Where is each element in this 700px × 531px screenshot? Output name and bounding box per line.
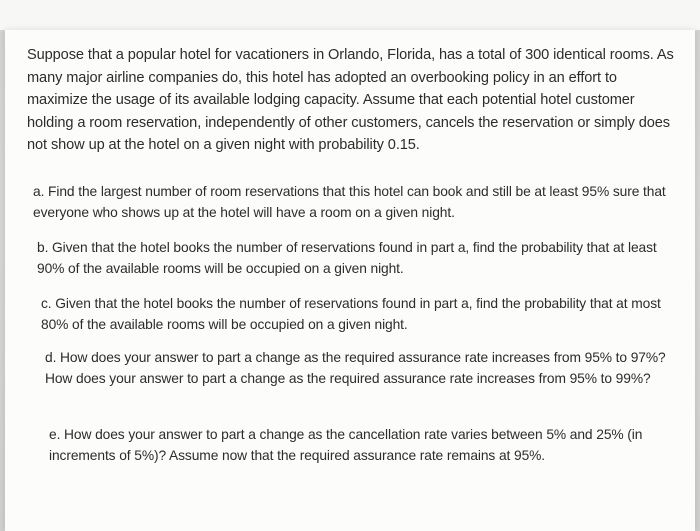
part-c: c. Given that the hotel books the number of reservations found in part a, find the probability that at most 80% of the available rooms will be occupied on a given night.	[41, 296, 661, 332]
problem-intro: Suppose that a popular hotel for vacationers in Orlando, Florida, has a total of 300 identical rooms. As many major airline companies do, this hotel has adopted an overbooking policy in an effort to maximize the usage of its available lodging capacity. Assume that each potential hotel customer holding a room reservation, independently of other customers, cancels the reservation or simply does not show up at the hotel on a given night with probability 0.15.	[27, 47, 674, 154]
background-strip	[0, 0, 700, 30]
part-e: e. How does your answer to part a change as the cancellation rate varies between 5% and 25% (in increments of 5%)? Assume now that the required assurance rate remains at 95%.	[49, 427, 643, 463]
part-d: d. How does your answer to part a change as the required assurance rate increases from 95% to 97%? How does your answer to part a change as the required assurance rate increases from 95% to 99%?	[45, 350, 666, 386]
part-b: b. Given that the hotel books the number of reservations found in part a, find the probability that at least 90% of the available rooms will be occupied on a given night.	[37, 240, 657, 276]
part-a: a. Find the largest number of room reservations that this hotel can book and still be at least 95% sure that everyone who shows up at the hotel will have a room on a given night.	[33, 184, 666, 220]
problem-text	[27, 44, 677, 463]
